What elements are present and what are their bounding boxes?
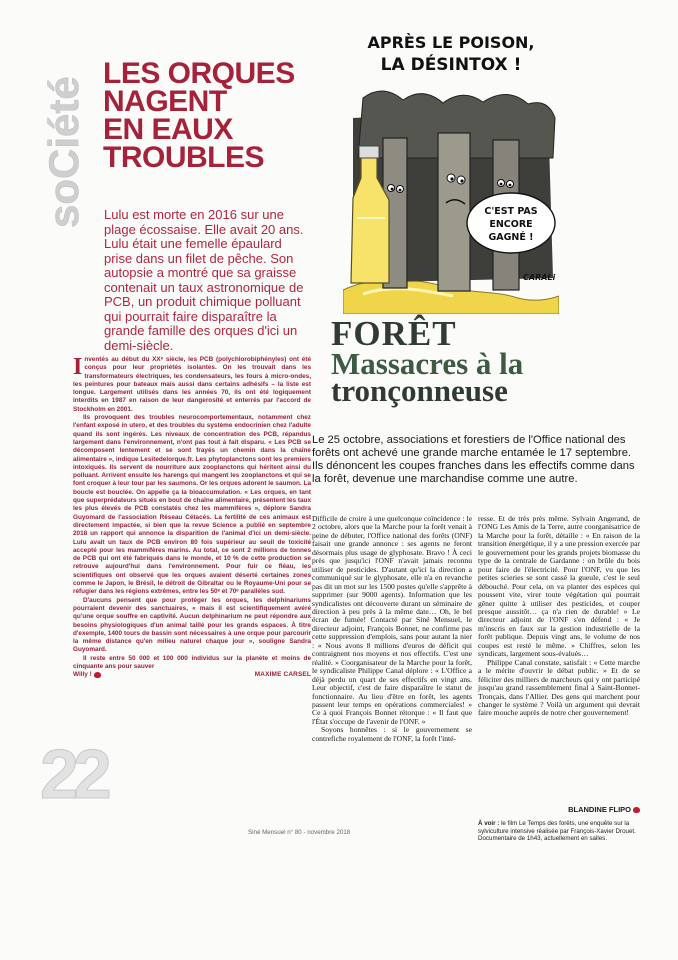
left-paragraph: D'aucuns pensent que pour protéger les orques, les delphinariums pourraient devenir des sanctuaires, « mais il est scientifiquement avéré qu'une orque souffre en captivité. Aucun delphinarium ne peut répondre aux besoins physiologiques d'un animal taillé pour les grands espaces. À titre d'exemple, 1400 tours de bassin sont nécessaires à une orque pour parcourir la même distance qu'en milieu naturel chaque jour », souligne Sandra Guyomard. — [73, 596, 311, 654]
right-headline — [331, 314, 631, 408]
note-label: À voir : — [478, 820, 500, 827]
bubble-text: C'EST PAS — [484, 206, 538, 217]
page-number-text: 22 — [40, 735, 106, 808]
left-paragraph: Ils provoquent des troubles neurocomportementaux, notamment chez l'enfant exposé in utero, et des troubles du système endocrinien chez l'adulte quand ils sont ingérés. Les niveaux de concentration des PCB, répandus largement dans l'environnement, n'ont pas tout à fait disparu. « Les PCB se décomposent lentement et se sont frayés un chemin dans la chaîne alimentaire », indique Lesitedelorque.fr. Les phytoplanctons sont les premiers intoxiqués. Ils servent de nourriture aux zooplanctons qui héritent ainsi du polluant. Arrivent ensuite les harengs qui mangent les zooplanctons et qui se font croquer à leur tour par les saumons. Or les orques adorent le saumon. La boucle est bouclée. On appelle ça la bioaccumulation. « Les orques, en tant que superprédateurs situés en bout de chaîne alimentaire, présentent les taux les plus élevés de PCB constatés chez les mammifères », déplore Sandra Guyomard de l'association Réseau Cétacés. La fertilité de ces animaux est directement impactée, si bien que la revue Science a publié en septembre 2018 un rapport qui annonce la disparition de l'animal d'ici un demi-siècle. Lulu avait un taux de PCB environ 80 fois supérieur au seuil de toxicité accepté pour les mammifères marins. Au total, ce sont 2 millions de tonnes de PCB qui ont été fabriqués dans le monde, et 10 % de cette production se retrouve aujourd'hui dans l'environnement. Pour fuir ce fléau, les scientifiques ont observé que les orques avaient déserté certaines zones comme le Japon, le Brésil, le détroit de Gibraltar ou le Royaume-Uni pour se réfugier dans les régions extrêmes, entre les 50ᵉ et 70ᵉ parallèles sud. — [73, 414, 311, 596]
right-paragraph: Philippe Canal constate, satisfait : « Cette marche a le mérite d'ouvrir le débat public. » Et de se féliciter des milliers de marcheurs qui y ont participé jusqu'au grand rassemblement final à Saint-Bonnet-Tronçais, dans l'Allier. Des gens qui marchent pour changer le système ? Voilà un argument qui devrait faire mouche auprès de notre cher gouvernement! — [478, 657, 640, 718]
page-number — [38, 728, 118, 808]
cartoon-artist: CARALi — [523, 273, 556, 282]
right-intro: Le 25 octobre, associations et forestiers de l'Office national des forêts ont achevé une grande marche entamée le 17 septembre. Ils dénoncent les coupes franches dans les effectifs comme dans la forêt, devenue une marchandise comme une autre. — [312, 434, 635, 485]
headline-line: NAGENT — [103, 85, 227, 118]
right-paragraph: Difficile de croire à une quelconque coïncidence : le 2 octobre, alors que la Marche pour la forêt venait à peine de débuter, l'Office national des forêts (ONF) faisait une grande annonce : ses agents ne feront désormais plus usage de glyphosate. Bravo ! À ceci près que jusqu'ici l'ONF n'avait jamais reconnu utiliser de pesticides. D'autant qu'ici la direction a communiqué sur le glyphosate, elle n'a en revanche pas dit un mot sur les 1500 postes qu'elle s'apprête à supprimer (sur 9000 agents). Information que les syndicalistes ont découverte durant un séminaire de direction à peu près à la même date… Oh, le bel écran de fumée! Contacté par Siné Mensuel, le directeur adjoint, François Bonnet, ne confirme pas cette suppression d'emplois, sans pour autant la nier : « Nous avons 8 millions d'euros de déficit qui contraignent nos moyens et nos effectifs. C'est une réalité. » Coorganisateur de la Marche pour la forêt, le syndicaliste Philippe Canal déplore : « L'Office a déjà perdu un quart de ses effectifs en vingt ans. Leur objectif, c'est de faire disparaître le statut de fonctionnaire. Au lieu d'être en forêt, les agents passent leur temps en opérations commerciales! » Ce à quoi François Bonnet rétorque : « Il faut que l'État s'occupe de l'avenir de l'ONF. » — [312, 514, 472, 726]
left-signature-row — [73, 671, 311, 679]
headline-line: TROUBLES — [103, 141, 264, 174]
right-column-2 — [478, 515, 640, 718]
left-article-body — [73, 356, 311, 680]
headline-line: LES ORQUES — [103, 57, 295, 90]
right-author — [478, 805, 640, 814]
heart-icon — [94, 672, 101, 678]
bubble-text: GAGNÉ ! — [488, 232, 534, 243]
right-column-1 — [312, 515, 472, 743]
left-intro: Lulu est morte en 2016 sur une plage écossaise. Elle avait 20 ans. Lulu était une femelle épaulard prise dans un filet de pêche. Son autopsie a montré que sa graisse contenait un taux astronomique de PCB, un produit chimique polluant qui pourrait faire disparaître la grande famille des orques d'ici un demi-siècle. — [104, 207, 304, 353]
see-also-note — [478, 820, 640, 843]
cartoon-illustration — [343, 28, 559, 314]
title-line: Massacres à la — [331, 346, 524, 381]
dropcap: I — [73, 354, 83, 380]
right-author-name: BLANDINE FLIPO — [568, 805, 631, 814]
left-paragraph: Il reste entre 50 000 et 100 000 individus sur la planète et moins de cinquante ans pour sauver — [73, 654, 311, 670]
heart-icon — [633, 807, 640, 813]
note-text: le film Le Temps des forêts, une enquête sur la sylviculture intensive réalisée par François-Xavier Drouet. Documentaire de 1h43, actuellement en salles. — [478, 820, 636, 843]
closing-word: Willy ! — [73, 671, 92, 679]
left-paragraph: nventés au début du XXᵉ siècle, les PCB (polychlorobiphényles) ont été conçus pour leur propriétés isolantes. On les trouvait dans les transformateurs électriques, les condensateurs, les fours à micro-ondes, les peintures pour bateaux mais aussi dans certains adhésifs – la liste est longue. Largement utilisés dans les années 70, ils ont été logiquement interdits en 1987 en raison de leur dangerosité et enterrés par l'accord de Stockholm en 2001. — [73, 356, 311, 413]
page-footer: Siné Mensuel n° 80 - novembre 2018 — [248, 829, 351, 836]
section-label-text: soCiété — [40, 76, 87, 228]
right-paragraph: resse. Et de très près même. Sylvain Angerand, de l'ONG Les Amis de la Terre, autre coorganisatrice de la Marche pour la forêt, détaille : « En raison de la transition énergétique, il y a une pression exercée par le gouvernement pour les grands projets biomasse du type de la centrale de Gardanne : on brûle du bois pour faire de l'électricité. Pour l'ONF, vu que les petites scieries se sont cassé la gueule, c'est le seul débouché. Pour cela, on va planter des espèces qui poussent vite, virer toute végétation qui pourrait gêner quitte à utiliser des pesticides, et couper presque aussitôt… ça n'a rien de durable! » Le directeur adjoint de l'ONF s'en défend : « Je m'inscris en faux sur la gestion industrielle de la forêt publique. Depuis vingt ans, le volume de nos coupes est resté le même. » Chiffres, selon les syndicats, largement sous-évalués… — [478, 514, 640, 659]
kicker: FORÊT — [331, 314, 457, 353]
section-label — [38, 40, 88, 230]
cartoon-caption: LA DÉSINTOX ! — [380, 55, 522, 75]
cartoon-caption: APRÈS LE POISON, — [367, 33, 535, 52]
right-paragraph: Soyons honnêtes : si le gouvernement se contrefiche royalement de l'ONF, la forêt l'inté- — [312, 725, 472, 743]
headline-line: EN EAUX — [103, 113, 233, 146]
left-author: MAXIME CARSEL — [254, 671, 311, 679]
left-headline — [103, 57, 318, 174]
bubble-text: ENCORE — [489, 219, 533, 230]
title-line: tronçonneuse — [331, 373, 508, 408]
